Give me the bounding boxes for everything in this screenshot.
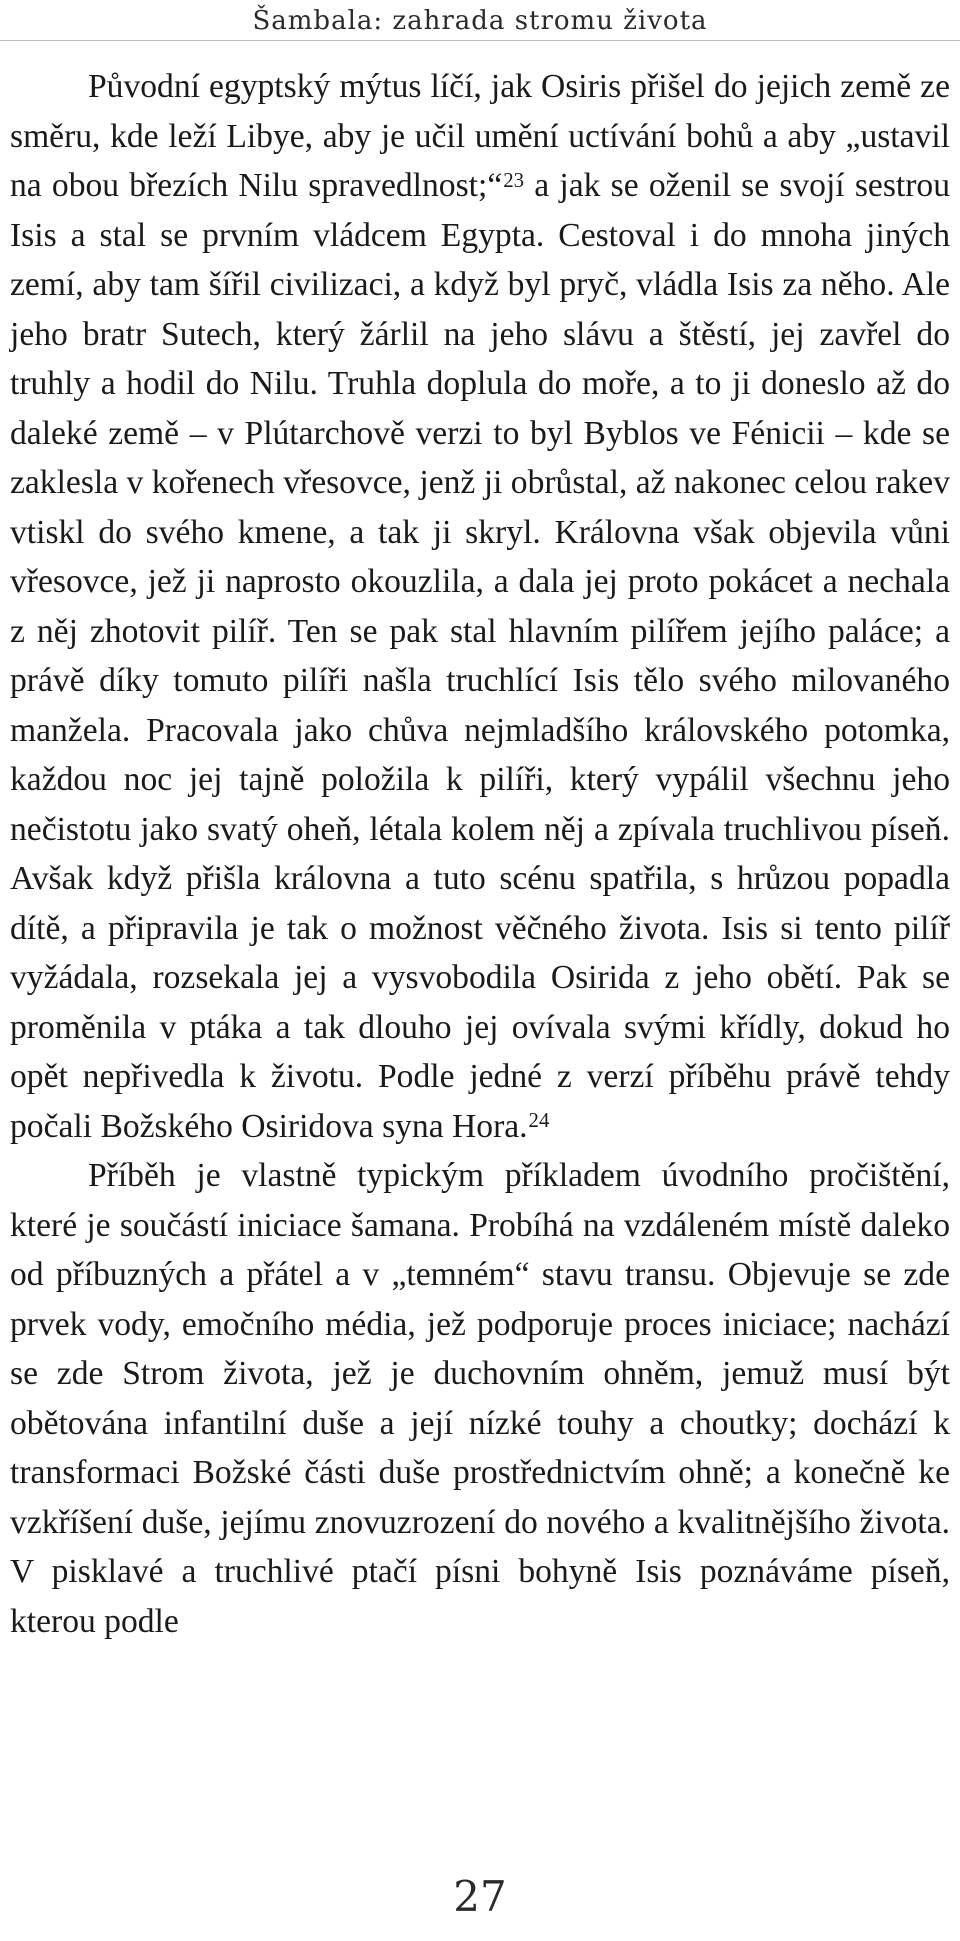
paragraph-1-text-continued: a jak se oženil se svojí sestrou Isis a stal se prvním vládcem Egypta. Cestoval i do mnoha jiných zemí, aby tam šířil civilizaci, a když byl pryč, vládla Isis za něho. Ale jeho bratr Sutech, který žárlil na jeho slávu a štěstí, jej zavřel do truhly a hodil do Nilu. Truhla doplula do moře, a to ji doneslo až do daleké země – v Plútarchově verzi to byl Byblos ve Fénicii – kde se zaklesla v kořenech vřesovce, jenž ji obrůstal, až nakonec celou rakev vtiskl do svého kmene, a tak ji skryl. Královna však objevila vůni vřesovce, jež ji naprosto okouzlila, a dala jej proto pokácet a nechala z něj zhotovit pilíř. Ten se pak stal hlavním pilířem jejího paláce; a právě díky tomuto pilíři našla truchlící Isis tělo svého milovaného manžela. Pracovala jako chůva nejmladšího královského potomka, každou noc jej tajně položila k pilíři, který vypálil všechnu jeho nečistotu jako svatý oheň, létala kolem něj a zpívala truchlivou píseň. Avšak když přišla královna a tuto scénu spatřila, s hrůzou popadla dítě, a připravila je tak o možnost věčného života. Isis si tento pilíř vyžádala, rozsekala jej a vysvobodila Osirida z jeho obětí. Pak se proměnila v ptáka a tak dlouho jej ovívala svými křídly, dokud ho opět nepřivedla k životu. Podle jedné z verzí příběhu právě tehdy počali Božského Osiridova syna Hora. (10, 167, 950, 1145)
paragraph-2-text: Příběh je vlastně typickým příkladem úvodního pročištění, které je součástí iniciace šamana. Probíhá na vzdáleném místě daleko od příbuzných a přátel a v „temném“ stavu transu. Objevuje se zde prvek vody, emočního média, jež podporuje proces iniciace; nachází se zde Strom života, jež je duchovním ohněm, jemuž musí být obětována infantilní duše a její nízké touhy a choutky; dochází k transformaci Božské části duše prostřednictvím ohně; a konečně ke vzkříšení duše, jejímu znovuzrození do nového a kvalitnějšího života. V pisklavé a truchlivé ptačí písni bohyně Isis poznáváme píseň, kterou podle (10, 1157, 950, 1640)
paragraph-2 (10, 1151, 950, 1646)
body-text (10, 62, 950, 1646)
footnote-ref-23[interactable]: 23 (503, 167, 525, 192)
footnote-ref-24[interactable]: 24 (528, 1108, 550, 1133)
paragraph-1-text: Původní egyptský mýtus líčí, jak Osiris přišel do jejich země ze směru, kde leží Libye, aby je učil umění uctívání bohů a aby „ustavil na obou březích Nilu spravedlnost;“ (10, 68, 950, 204)
page-number: 27 (453, 1872, 507, 1921)
running-title: Šambala: zahrada stromu života (0, 6, 960, 41)
paragraph-1 (10, 62, 950, 1151)
